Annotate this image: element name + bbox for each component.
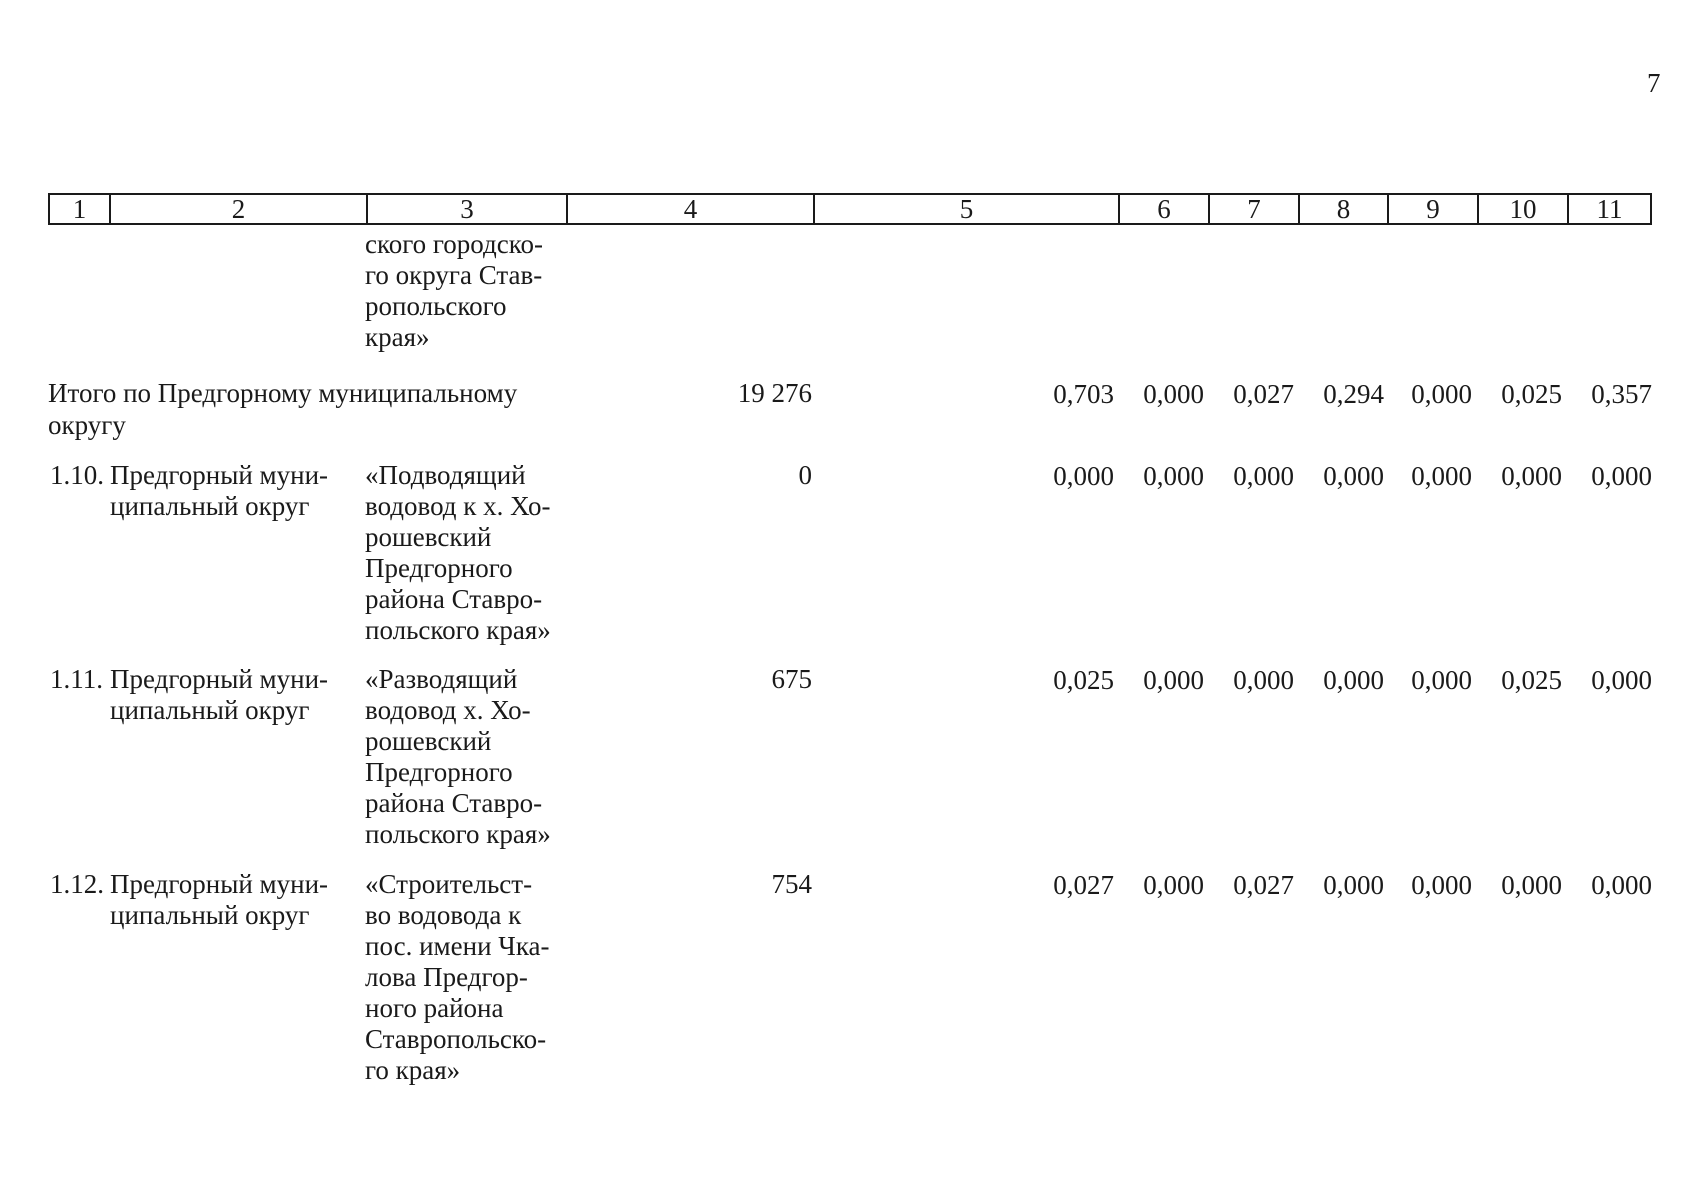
row-col4: 0 (798, 460, 812, 490)
row-value: 0,025 (1053, 665, 1114, 695)
row-object-line: ного района (365, 993, 504, 1023)
row-number: 1.11. (50, 664, 103, 694)
row-value: 0,000 (1411, 665, 1472, 695)
row-object-line: го края» (365, 1055, 461, 1085)
row-object-line: «Разводящий (365, 664, 518, 694)
table-header-row (48, 193, 1652, 225)
continued-line: го округа Став- (365, 260, 543, 290)
header-cell-4: 4 (566, 195, 813, 223)
row-number: 1.10. (50, 460, 104, 490)
row-object-line: Ставропольско- (365, 1024, 547, 1054)
total-value: 0,000 (1411, 379, 1472, 409)
total-value: 0,027 (1233, 379, 1294, 409)
row-object-line: польского края» (365, 819, 551, 849)
row-object-line: водовод х. Хо- (365, 695, 531, 725)
row-value: 0,000 (1143, 461, 1204, 491)
row-col4: 754 (771, 869, 812, 899)
total-value: 0,294 (1323, 379, 1384, 409)
row-value: 0,000 (1323, 665, 1384, 695)
row-object-line: Предгорного (365, 757, 513, 787)
row-object-line: во водовода к (365, 900, 522, 930)
row-value: 0,025 (1501, 665, 1562, 695)
header-cell-8: 8 (1298, 195, 1387, 223)
total-value: 0,025 (1501, 379, 1562, 409)
total-label-cont: округу (48, 410, 126, 440)
row-value: 0,000 (1233, 665, 1294, 695)
row-value: 0,000 (1053, 461, 1114, 491)
row-district: Предгорный муни- (110, 664, 329, 694)
row-district: ципальный округ (110, 900, 310, 930)
row-object-line: рошевский (365, 522, 492, 552)
row-col4: 675 (771, 664, 812, 694)
continued-line: края» (365, 322, 430, 352)
row-value: 0,000 (1323, 870, 1384, 900)
header-cell-10: 10 (1477, 195, 1567, 223)
row-object-line: «Подводящий (365, 460, 526, 490)
continued-line: ропольского (365, 291, 507, 321)
row-value: 0,000 (1591, 461, 1652, 491)
row-value: 0,000 (1411, 461, 1472, 491)
row-value: 0,000 (1323, 461, 1384, 491)
row-object-line: «Строительст- (365, 869, 533, 899)
row-district: ципальный округ (110, 695, 310, 725)
row-value: 0,000 (1411, 870, 1472, 900)
row-value: 0,000 (1233, 461, 1294, 491)
row-value: 0,027 (1233, 870, 1294, 900)
total-value: 0,357 (1591, 379, 1652, 409)
row-object-line: Предгорного (365, 553, 513, 583)
header-cell-6: 6 (1118, 195, 1208, 223)
header-cell-1: 1 (72, 194, 87, 224)
row-object-line: пос. имени Чка- (365, 931, 550, 961)
row-district: Предгорный муни- (110, 869, 329, 899)
total-value: 0,000 (1143, 379, 1204, 409)
row-value: 0,000 (1143, 870, 1204, 900)
row-value: 0,000 (1501, 461, 1562, 491)
continued-line: ского городско- (365, 229, 543, 259)
total-value: 0,703 (1053, 379, 1114, 409)
row-district: ципальный округ (110, 491, 310, 521)
row-object-line: района Ставро- (365, 788, 543, 818)
row-value: 0,000 (1501, 870, 1562, 900)
header-cell-11: 11 (1567, 195, 1650, 223)
header-cell-9: 9 (1387, 195, 1477, 223)
row-object-line: лова Предгор- (365, 962, 528, 992)
header-cell-7: 7 (1208, 195, 1298, 223)
row-district: Предгорный муни- (110, 460, 329, 490)
row-object-line: польского края» (365, 615, 551, 645)
row-value: 0,000 (1591, 870, 1652, 900)
header-cell-5: 5 (813, 195, 1118, 223)
total-col4: 19 276 (737, 378, 812, 408)
total-label: Итого по Предгорному муниципальному (48, 378, 518, 408)
header-cell-3: 3 (366, 195, 566, 223)
row-object-line: водовод к х. Хо- (365, 491, 551, 521)
header-cell-2: 2 (109, 195, 366, 223)
row-object-line: рошевский (365, 726, 492, 756)
row-number: 1.12. (50, 869, 104, 899)
page-number: 7 (1647, 68, 1661, 98)
row-value: 0,027 (1053, 870, 1114, 900)
row-value: 0,000 (1143, 665, 1204, 695)
row-value: 0,000 (1591, 665, 1652, 695)
row-object-line: района Ставро- (365, 584, 543, 614)
